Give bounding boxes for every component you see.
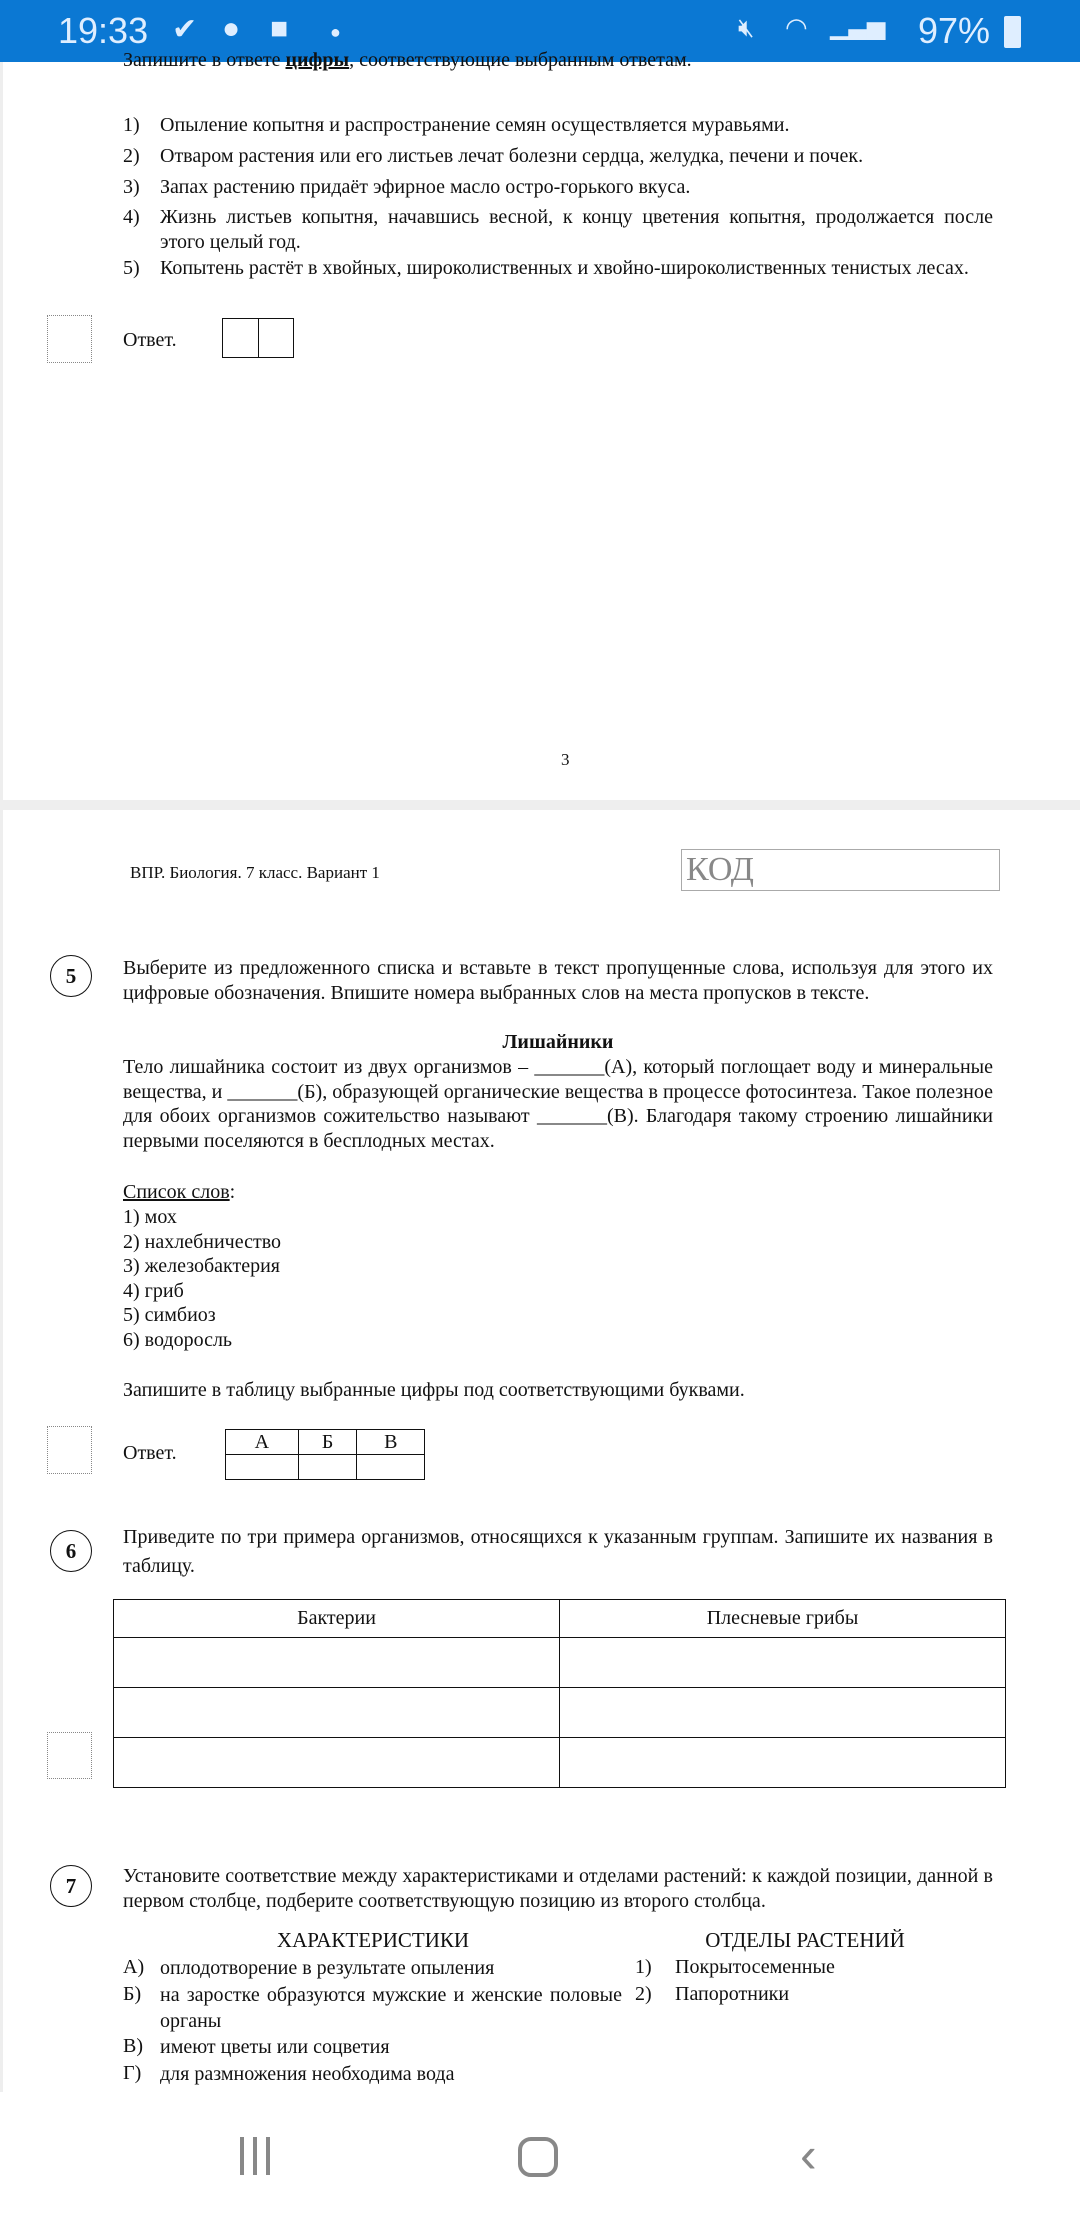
cut-instruction: Запишите в ответе цифры, соответствующие выбранным ответам. — [123, 49, 692, 71]
characteristic-letter: Б) — [123, 1983, 142, 2005]
option-number: 3) — [123, 176, 140, 198]
table-instruction: Запишите в таблицу выбранные цифры под соответствующими буквами. — [123, 1379, 745, 1401]
check-download-icon: ✔ — [172, 13, 198, 46]
option-number: 2) — [123, 145, 140, 167]
dot-icon: ● — [330, 22, 341, 42]
home-button[interactable] — [518, 2137, 558, 2177]
option-text: Опыление копытня и распространение семян осуществляется муравьями. — [160, 114, 790, 136]
back-button[interactable]: ‹ — [800, 2127, 817, 2183]
characteristics-header: ХАРАКТЕРИСТИКИ — [276, 1928, 470, 1952]
task7-instruction: Установите соответствие между характеристиками и отделами растений: к каждой позиции, данной в первом столбце, подберите соответствующую позицию из второго столбца. — [123, 1865, 993, 1912]
division-number: 1) — [635, 1956, 652, 1978]
table-cell[interactable] — [560, 1638, 1006, 1688]
mute-icon: 🔇︎ — [738, 12, 755, 42]
table-cell[interactable] — [114, 1688, 560, 1738]
answer-cell-a[interactable] — [226, 1455, 299, 1480]
answer-input[interactable] — [222, 318, 294, 358]
task6-table — [113, 1599, 1006, 1788]
column-b: Б — [298, 1430, 357, 1455]
task5-instruction: Выберите из предложенного списка и вставьте в текст пропущенные слова, используя для этого их цифровые обозначения. Впишите номера выбранных слов на места пропусков в тексте. — [123, 957, 993, 1004]
characteristic-letter: Г) — [123, 2062, 142, 2084]
option-text: Отваром растения или его листьев лечат болезни сердца, желудка, печени и почек. — [160, 145, 864, 167]
signal-icon: ▁▃▅ — [830, 13, 886, 40]
answer-table-5 — [225, 1429, 425, 1480]
table-cell[interactable] — [114, 1738, 560, 1788]
characteristic-text: имеют цветы или соцветия — [160, 2036, 390, 2058]
navigation-bar — [0, 2092, 1080, 2220]
score-box — [47, 1732, 92, 1779]
word-list-item: 1) мох — [123, 1206, 177, 1228]
task-number-7: 7 — [50, 1865, 92, 1907]
option-text: Жизнь листьев копытня, начавшись весной, к концу цветения копытня, продолжается после этого целый год. — [160, 206, 993, 253]
characteristic-letter: А) — [123, 1956, 145, 1978]
characteristic-text: для размножения необходима вода — [160, 2063, 455, 2085]
option-number: 1) — [123, 114, 140, 136]
wifi-icon: ◠ — [785, 12, 808, 42]
page-number: 3 — [561, 750, 570, 769]
task-number-6: 6 — [50, 1530, 92, 1572]
battery-text: 97% — [918, 10, 991, 51]
task5-body: Тело лишайника состоит из двух организмов – _______(А), который поглощает воду и минеральные вещества, и _______(Б), образующей органические вещества в процессе фотосинтеза. Такое полезное для обоих организмов сожительство называют _______(В). Благодаря такому строению лишайники первыми поселяются в бесплодных местах. — [123, 1056, 993, 1152]
pdf-page-3 — [3, 49, 1080, 800]
word-list-item: 3) железобактерия — [123, 1255, 281, 1277]
characteristic-letter: В) — [123, 2035, 143, 2057]
pdf-page-4 — [3, 810, 1080, 2092]
division-number: 2) — [635, 1983, 652, 2005]
column-a: А — [226, 1430, 299, 1455]
option-text: Копытень растёт в хвойных, широколиственных и хвойно-широколиственных тенистых лесах. — [160, 257, 969, 279]
column-v: В — [357, 1430, 425, 1455]
message-icon: ■ — [270, 12, 289, 45]
table-cell[interactable] — [114, 1638, 560, 1688]
word-list-item: 5) симбиоз — [123, 1304, 216, 1326]
table-cell[interactable] — [560, 1688, 1006, 1738]
column-bacteria: Бактерии — [114, 1600, 560, 1638]
division-text: Покрытосеменные — [675, 1956, 835, 1978]
word-list-item: 6) водоросль — [123, 1328, 233, 1351]
answer-label: Ответ. — [123, 329, 177, 351]
table-cell[interactable] — [560, 1738, 1006, 1788]
task-number-5: 5 — [50, 955, 92, 997]
word-list-title: Список слов: — [123, 1181, 236, 1203]
characteristic-text: на заростке образуются мужские и женские половые органы — [160, 1984, 622, 2032]
score-box — [47, 315, 92, 363]
code-field[interactable]: КОД — [681, 849, 1000, 891]
answer-cell-b[interactable] — [298, 1455, 357, 1480]
division-text: Папоротники — [675, 1983, 790, 2005]
option-text: Запах растению придаёт эфирное масло остро-горького вкуса. — [160, 176, 691, 198]
answer-label: Ответ. — [123, 1442, 177, 1464]
characteristic-text: оплодотворение в результате опыления — [160, 1957, 495, 1979]
word-list-item: 4) гриб — [123, 1279, 184, 1302]
task5-title: Лишайники — [502, 1031, 614, 1053]
page-header: ВПР. Биология. 7 класс. Вариант 1 — [130, 863, 380, 882]
answer-cell-v[interactable] — [357, 1455, 425, 1480]
chat-bubble-icon: ● — [222, 12, 241, 45]
option-number: 4) — [123, 206, 140, 228]
clock: 19:33 — [58, 10, 149, 51]
word-list-item: 2) нахлебничество — [123, 1230, 282, 1253]
divisions-header: ОТДЕЛЫ РАСТЕНИЙ — [705, 1928, 905, 1952]
option-number: 5) — [123, 257, 140, 279]
recent-apps-button[interactable] — [240, 2137, 270, 2175]
battery-icon — [1004, 16, 1021, 48]
column-molds: Плесневые грибы — [560, 1600, 1006, 1638]
task6-instruction: Приведите по три примера организмов, относящихся к указанным группам. Запишите их названия в таблицу. — [123, 1526, 993, 1577]
score-box — [47, 1426, 92, 1474]
